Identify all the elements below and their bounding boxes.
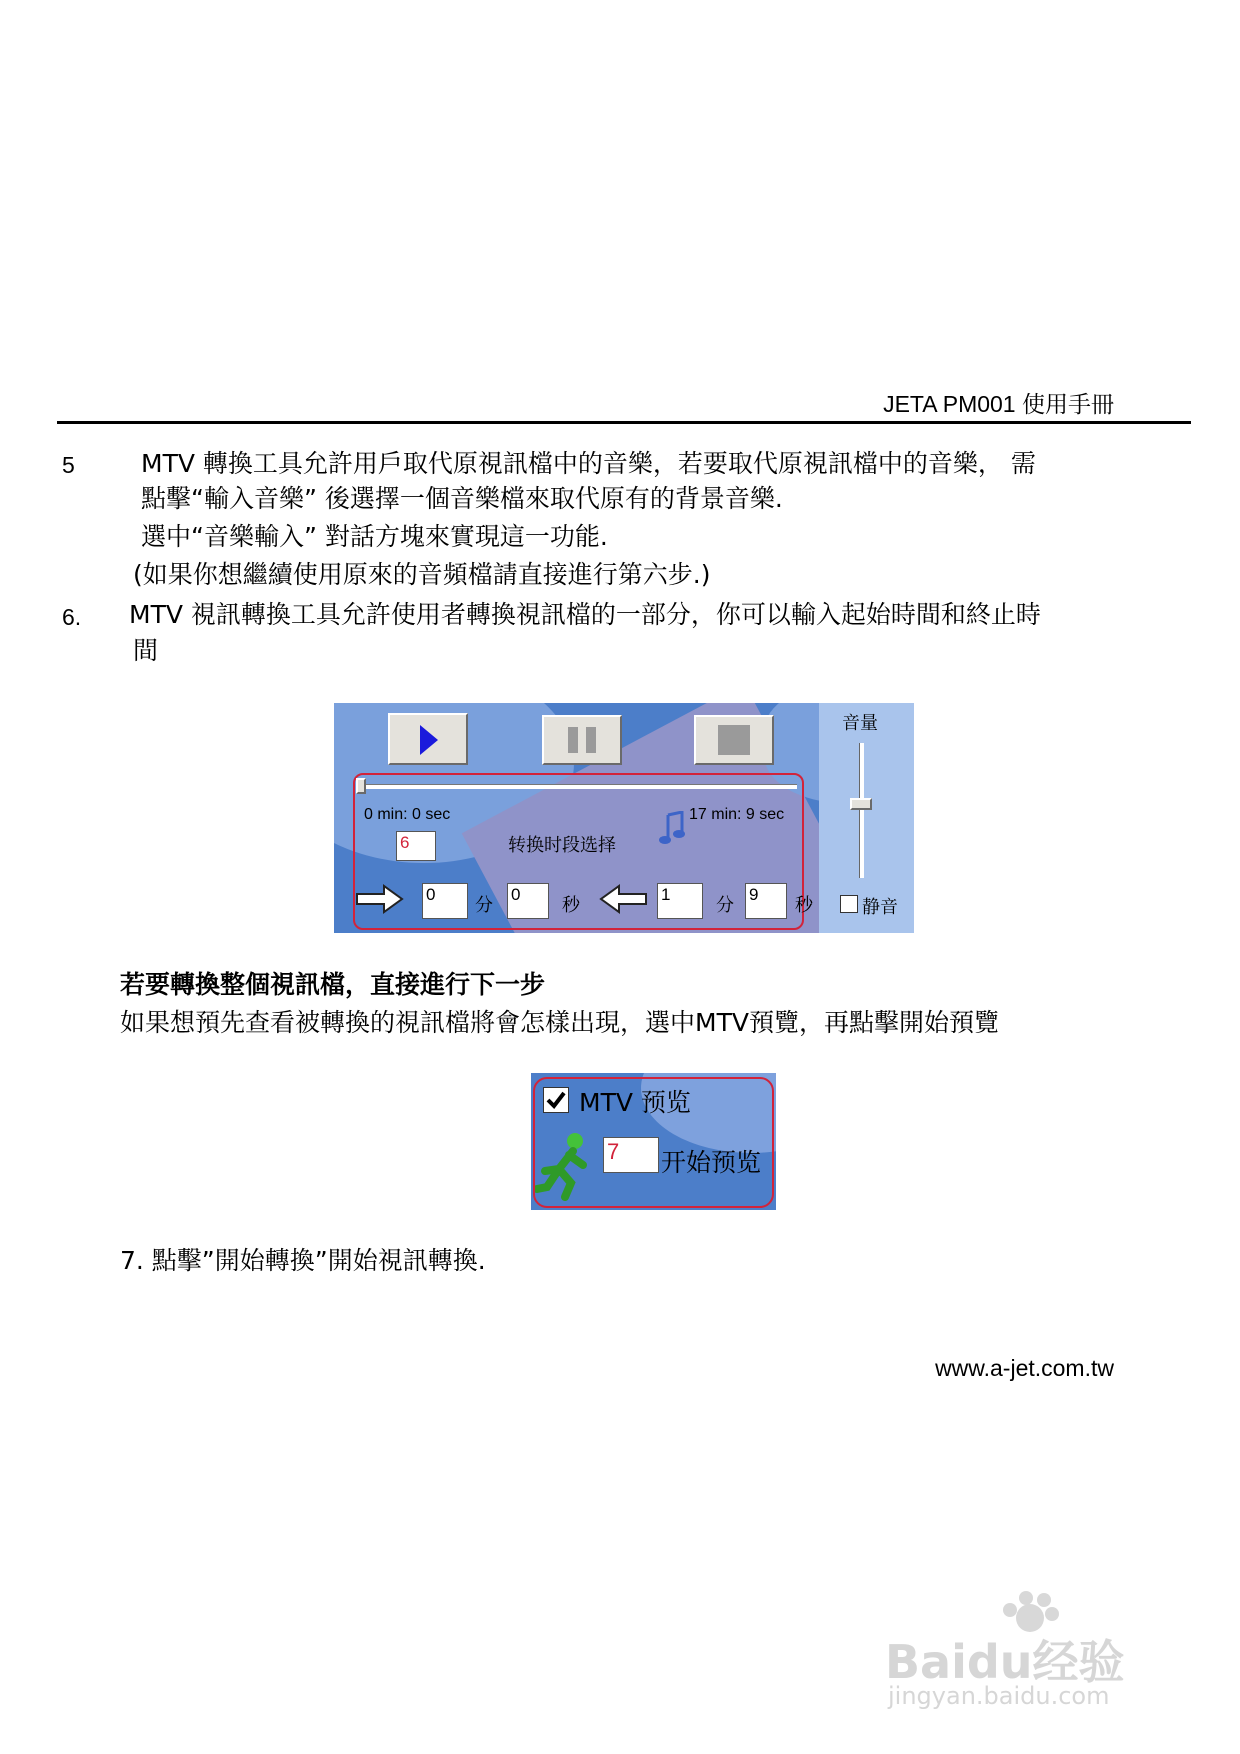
screenshot-preview-panel [531,1073,776,1210]
watermark-sub: jingyan.baidu.com [888,1682,1110,1710]
mtv-preview-checkbox[interactable] [543,1087,569,1113]
callout-number-7: 7 [603,1137,659,1173]
mtv-preview-label: MTV 预览 [579,1088,691,1117]
start-preview-label[interactable]: 开始预览 [661,1148,762,1177]
start-time-label: 0 min: 0 sec [364,806,451,823]
header-rule [57,421,1191,424]
play-icon [390,715,466,763]
watermark-brand: Baidu经验 [885,1635,1125,1689]
footer-url: www.a-jet.com.tw [935,1355,1114,1381]
position-track [361,784,797,789]
step5-line2: 點擊“輸入音樂” 後選擇一個音樂檔來取代原有的背景音樂. [141,484,783,513]
pause-button[interactable] [542,715,622,765]
end-min-unit: 分 [716,895,734,916]
step6-number: 6. [62,604,82,630]
pause-icon [544,717,620,763]
instruction-line: 如果想預先查看被轉換的視訊檔將會怎樣出現，選中MTV預覽，再點擊開始預覽 [120,1008,999,1037]
segment-select-label: 转换时段选择 [508,835,616,856]
start-sec-input[interactable]: 0 [507,883,549,919]
mute-label: 静音 [862,897,898,918]
step6-line1: MTV 視訊轉換工具允許使用者轉換視訊檔的一部分，你可以輸入起始時間和終止時 [129,600,1041,629]
music-note-icon [658,811,686,847]
left-arrow-icon [597,883,649,915]
stop-button[interactable] [694,715,774,765]
mute-checkbox[interactable] [840,895,858,913]
start-sec-unit: 秒 [562,895,580,916]
end-sec-unit: 秒 [795,895,813,916]
play-button[interactable] [388,713,468,765]
header-title: JETA PM001 使用手冊 [883,391,1114,417]
step7-text: 7. 點擊”開始轉換”開始視訊轉換. [120,1246,486,1275]
screenshot-conversion-panel [334,703,914,933]
end-sec-input[interactable]: 9 [745,883,787,919]
end-min-input[interactable]: 1 [657,883,703,919]
right-arrow-icon [354,883,406,915]
instruction-bold-line: 若要轉換整個視訊檔，直接進行下一步 [120,970,546,999]
checkmark-icon [544,1088,568,1112]
step5-number: 5 [62,452,75,478]
step5-line3: 選中“音樂輸入” 對話方塊來實現這一功能. [141,522,608,551]
step6-line2: 間 [133,636,159,665]
position-slider-thumb[interactable] [356,778,366,794]
volume-track [859,743,864,878]
step5-line4: (如果你想繼續使用原來的音頻檔請直接進行第六步.) [133,560,711,589]
volume-label: 音量 [842,713,878,734]
volume-slider-thumb[interactable] [850,798,872,810]
start-min-unit: 分 [475,895,493,916]
end-time-label: 17 min: 9 sec [689,806,785,823]
step5-line1: MTV 轉換工具允許用戶取代原視訊檔中的音樂，若要取代原視訊檔中的音樂， 需 [141,449,1036,478]
start-min-input[interactable]: 0 [422,883,468,919]
callout-number-6: 6 [396,831,436,861]
baidu-watermark [880,1590,1180,1710]
running-man-icon[interactable] [535,1131,593,1201]
stop-icon [696,717,772,763]
